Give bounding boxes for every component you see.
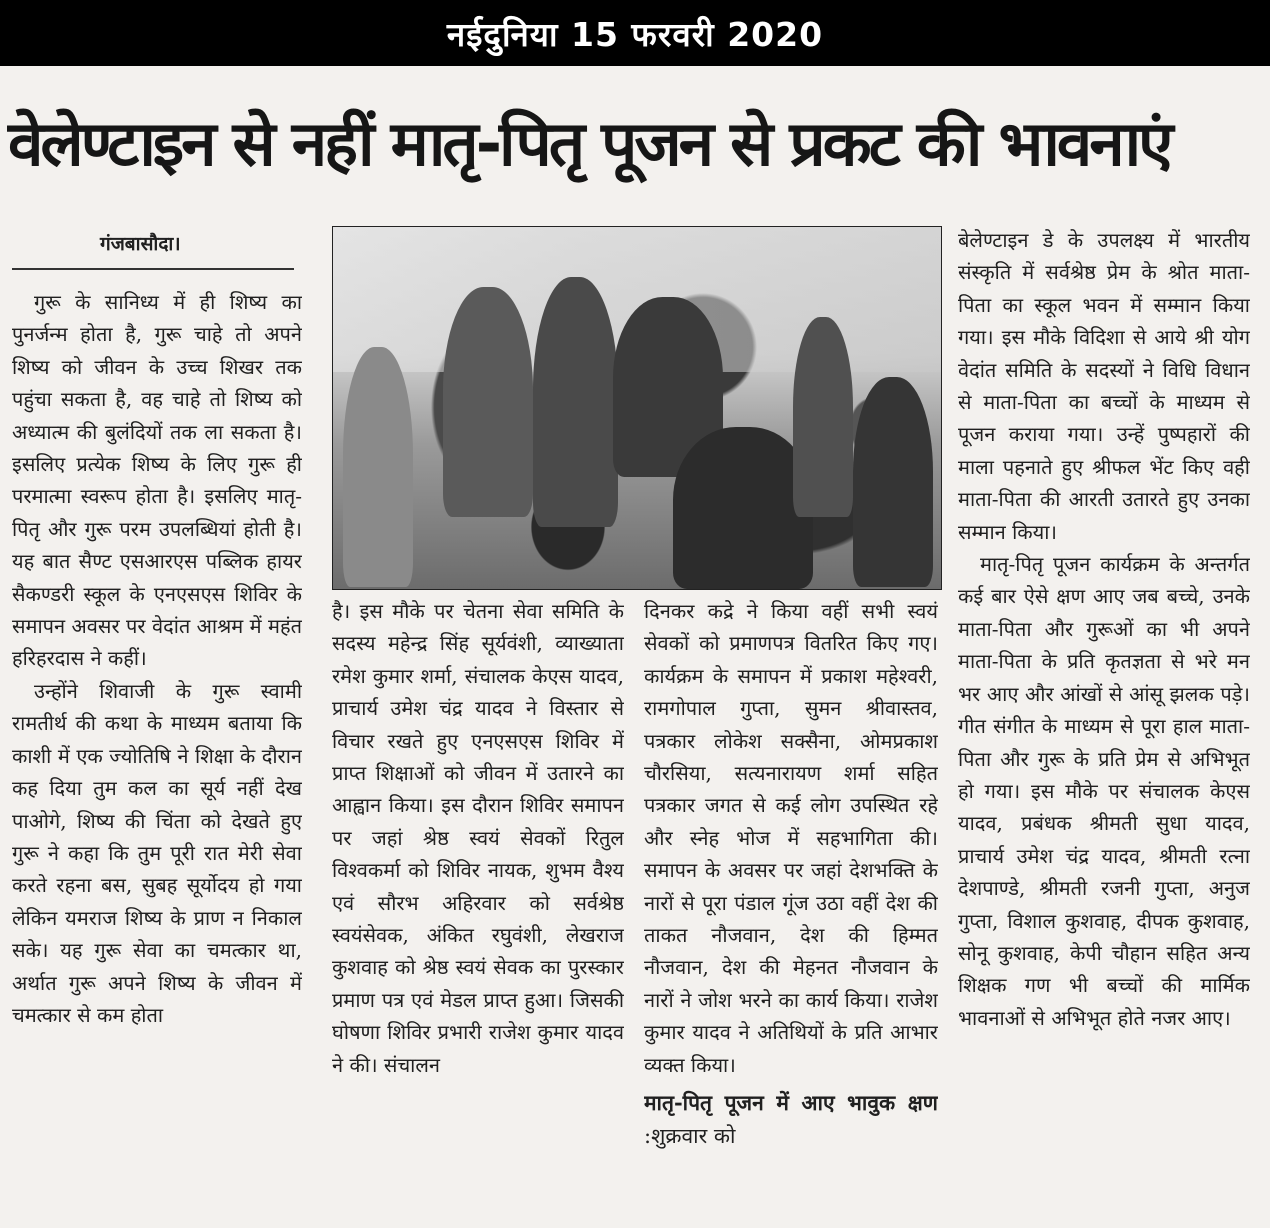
photo-figure xyxy=(443,287,533,517)
paragraph: गुरू के सानिध्य में ही शिष्य का पुनर्जन्म होता है, गुरू चाहे तो अपने शिष्य को जीवन के उच्च शिखर तक पहुंचा सकता है, वह चाहे तो शिष्य को अध्यात्म की बुलंदियों तक ला सकता है। इसलिए प्रत्येक शिष्य के लिए गुरू ही परमात्मा स्वरूप होता है। इसलिए मातृ-पितृ और गुरू परम उपलब्धियां होती है। यह बात सैण्ट एसआरएस पब्लिक हायर सैकण्डरी स्कूल के एनएसएस शिविर के समापन अवसर पर वेदांत आश्रम में महंत हरिहरदास ने कहीं। xyxy=(12,290,302,671)
dateline-divider xyxy=(12,268,294,270)
subhead-tail: :शुक्रवार को xyxy=(644,1123,736,1148)
subhead-text: मातृ-पितृ पूजन में आए भावुक क्षण xyxy=(644,1090,938,1116)
event-photo xyxy=(332,226,942,590)
article-dateline: गंजबासौदा। xyxy=(100,233,181,255)
paragraph: उन्होंने शिवाजी के गुरू स्वामी रामतीर्थ की कथा के माध्यम बताया कि काशी में एक ज्योतिषि ने शिक्षा के दौरान कह दिया तुम कल का सूर्य नहीं देख पाओगे, शिष्य की चिंता को देखते हुए गुरू ने कहा कि तुम पूरी रात मेरी सेवा करते रहना बस, सुबह सूर्योदय हो गया लेकिन यमराज शिष्य के प्राण न निकाल सके। यह गुरू सेवा का चमत्कार था, अर्थात गुरू अपने शिष्य के जीवन में चमत्कार से कम होता xyxy=(12,678,302,1027)
photo-figure xyxy=(853,377,933,587)
article-headline: वेलेण्टाइन से नहीं मातृ-पितृ पूजन से प्रकट की भावनाएं xyxy=(8,107,1171,180)
banner-text: नईदुनिया 15 फरवरी 2020 xyxy=(446,14,824,54)
article-column-2 xyxy=(332,595,624,1218)
paragraph: है। इस मौके पर चेतना सेवा समिति के सदस्य महेन्द्र सिंह सूर्यवंशी, व्याख्याता रमेश कुमार शर्मा, संचालक केएस यादव, प्राचार्य उमेश चंद्र यादव ने विस्तार से विचार रखते हुए एनएसएस शिविर में प्राप्त शिक्षाओं को जीवन में उतारने का आह्वान किया। इस दौरान शिविर समापन पर जहां श्रेष्ठ स्वयं सेवकों रितुल विश्वकर्मा को शिविर नायक, शुभम वैश्य एवं सौरभ अहिरवार को सर्वश्रेष्ठ स्वयंसेवक, अंकित रघुवंशी, लेखराज कुशवाह को श्रेष्ठ स्वयं सेवक का पुरस्कार प्रमाण पत्र एवं मेडल प्राप्त हुआ। जिसकी घोषणा शिविर प्रभारी राजेश कुमार यादव ने की। संचालन xyxy=(332,599,624,1077)
paragraph: मातृ-पितृ पूजन कार्यक्रम के अन्तर्गत कई बार ऐसे क्षण आए जब बच्चे, उनके माता-पिता और गुरूओं का भी अपने माता-पिता के प्रति कृतज्ञता से भरे मन भर आए और आंखों से आंसू झलक पड़े। गीत संगीत के माध्यम से पूरा हाल माता-पिता और गुरू के प्रति प्रेम से अभिभूत हो गया। इस मौके पर संचालक केएस यादव, प्रबंधक श्रीमती सुधा यादव, प्राचार्य उमेश चंद्र यादव, श्रीमती रत्ना देशपाण्डे, श्रीमती रजनी गुप्ता, अनुज गुप्ता, विशाल कुशवाह, दीपक कुशवाह, सोनू कुशवाह, केपी चौहान सहित अन्य शिक्षक गण भी बच्चों की मार्मिक भावनाओं से अभिभूत होते नजर आए। xyxy=(958,552,1250,1030)
article-column-3 xyxy=(644,595,938,1218)
photo-figure xyxy=(533,277,618,527)
newspaper-date-banner xyxy=(0,0,1270,66)
paragraph: बेलेण्टाइन डे के उपलक्ष्य में भारतीय संस्कृति में सर्वश्रेष्ठ प्रेम के श्रोत माता-पिता का स्कूल भवन में सम्मान किया गया। इस मौके विदिशा से आये श्री योग वेदांत समिति के सदस्यों ने विधि विधान से माता-पिता का बच्चों के माध्यम से पूजन कराया गया। उन्हें पुष्पहारों की माला पहनाते हुए श्रीफल भेंट किए वही माता-पिता की आरती उतारते हुए उनका सम्मान किया। xyxy=(958,228,1250,544)
paragraph: दिनकर कद्रे ने किया वहीं सभी स्वयं सेवकों को प्रमाणपत्र वितरित किए गए। कार्यक्रम के समापन में प्रकाश महेश्वरी, रामगोपाल गुप्ता, सुमन श्रीवास्तव, पत्रकार लोकेश सक्सैना, ओमप्रकाश चौरसिया, सत्यनारायण शर्मा सहित पत्रकार जगत से कई लोग उपस्थित रहे और स्नेह भोज में सहभागिता की। समापन के अवसर पर जहां देशभक्ति के नारों से पूरा पंडाल गूंज उठा वहीं देश की ताकत नौजवान, देश की हिम्मत नौजवान, देश की मेहनत नौजवान के नारों ने जोश भरने का कार्य किया। राजेश कुमार यादव ने अतिथियों के प्रति आभार व्यक्त किया। xyxy=(644,599,938,1077)
photo-figure xyxy=(673,427,813,589)
article-column-1 xyxy=(12,286,302,1218)
photo-figure xyxy=(793,317,853,517)
section-subhead xyxy=(644,1087,938,1152)
article-column-4 xyxy=(958,224,1250,1218)
photo-figure xyxy=(343,347,413,587)
